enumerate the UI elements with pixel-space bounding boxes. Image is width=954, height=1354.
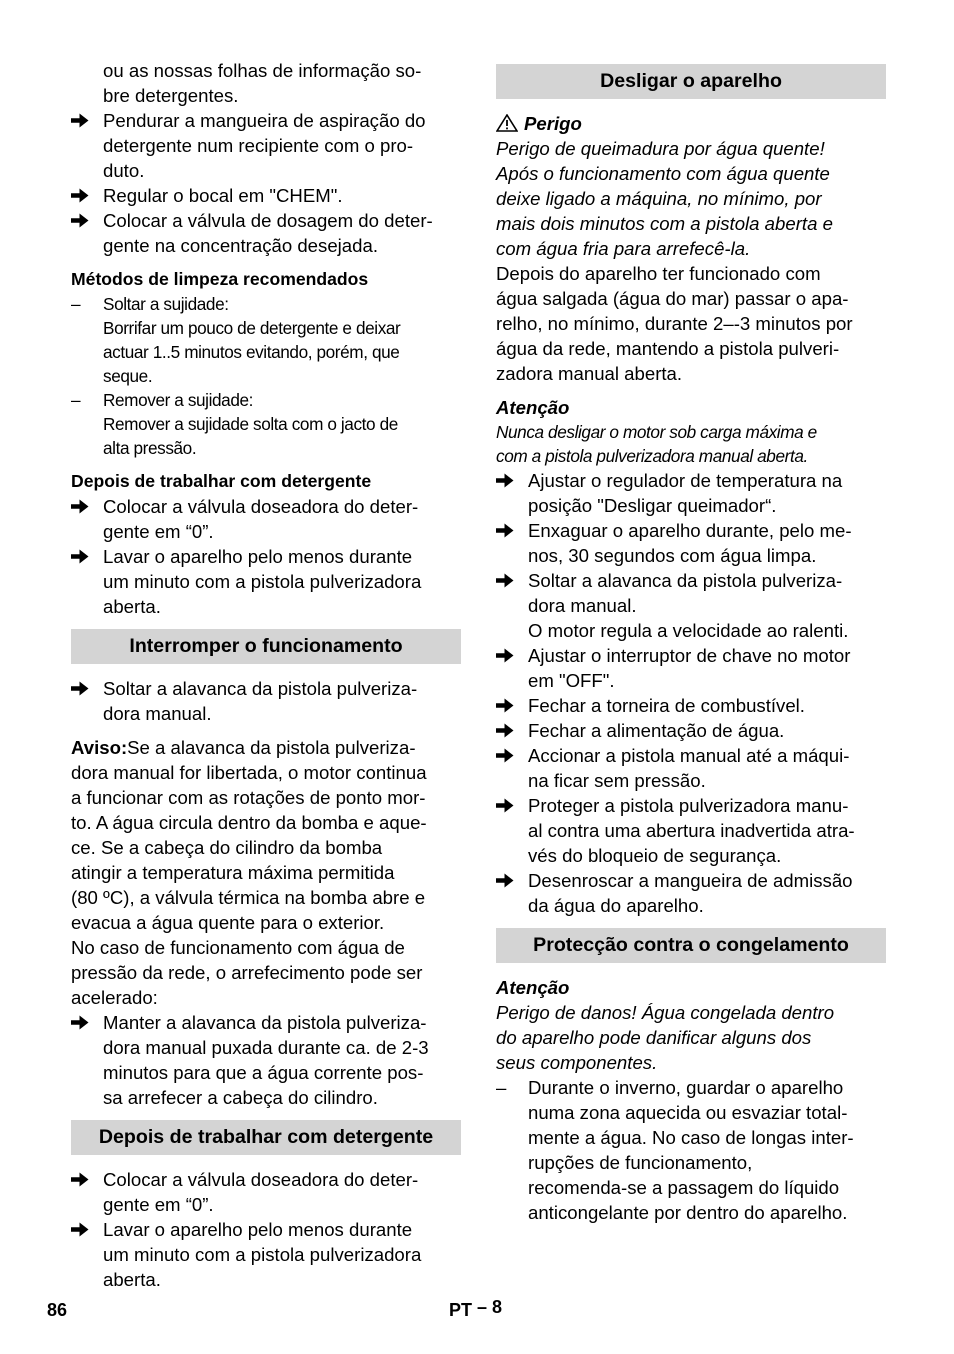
arrow-right-icon bbox=[496, 698, 514, 713]
step-item: Ajustar o regulador de temperatura na posição "Desligar queimador“. bbox=[496, 468, 886, 518]
frost-attention-label: Atenção bbox=[496, 977, 570, 998]
step-item: Manter a alavanca da pistola pulveriza- dora manual puxada durante ca. de 2-3 minutos para que a água corrente pos- sa arrefecer a cabeça do cilindro. bbox=[71, 1010, 461, 1110]
arrow-right-icon bbox=[71, 1172, 89, 1187]
method-item: – Remover a sujidade: Remover a sujidade solta com o jacto de alta pressão. bbox=[71, 390, 398, 458]
arrow-bullet bbox=[496, 743, 518, 763]
arrow-right-icon bbox=[71, 1015, 89, 1030]
interrupt-heading: Interromper o funcionamento bbox=[71, 629, 461, 664]
motor-note: O motor regula a velocidade ao ralenti. bbox=[528, 620, 849, 641]
step-item: Lavar o aparelho pelo menos durante um minuto com a pistola pulverizadora aberta. bbox=[71, 1217, 461, 1292]
switch-off-steps-b bbox=[496, 643, 886, 918]
methods-title: Métodos de limpeza recomendados bbox=[71, 269, 369, 289]
arrow-right-icon bbox=[496, 723, 514, 738]
arrow-bullet bbox=[496, 793, 518, 813]
step-item: Proteger a pistola pulverizadora manu- al contra uma abertura inadvertida atra- vés do bloqueio de segurança. bbox=[496, 793, 886, 868]
arrow-bullet bbox=[71, 1217, 93, 1237]
dash-bullet: – bbox=[71, 390, 81, 410]
arrow-bullet bbox=[496, 718, 518, 738]
danger-label: Perigo bbox=[496, 111, 886, 136]
frost-heading: Protecção contra o congelamento bbox=[496, 928, 886, 963]
step-item: Colocar a válvula doseadora do deter- gente em “0”. bbox=[71, 1167, 461, 1217]
arrow-bullet bbox=[496, 518, 518, 538]
dash-bullet: – bbox=[71, 294, 81, 314]
method-item: – Soltar a sujidade: Borrifar um pouco de detergente e deixar actuar 1..5 minutos evitando, porém, que seque. bbox=[71, 294, 401, 386]
interrupt-step bbox=[71, 676, 461, 726]
aviso-lines: dora manual for libertada, o motor continua a funcionar com as rotações de ponto mor- to. A água circula dentro da bomba e aque- ce. Se a cabeça do cilindro da bomba atingir a temperatura máxima permitida (80 ºC), a válvula térmica na bomba abre e evacua a água quente para o exterior. No caso de funcionamento com água de pressão da rede, o arrefecimento pode ser acelerado: bbox=[71, 762, 427, 1008]
dash-bullet: – bbox=[496, 1077, 507, 1098]
step-item: Desenroscar a mangueira de admissão da água do aparelho. bbox=[496, 868, 886, 918]
arrow-bullet bbox=[71, 1010, 93, 1030]
step-item: Enxaguar o aparelho durante, pelo me- nos, 30 segundos com água limpa. bbox=[496, 518, 886, 568]
footer-lang: PT – 8 bbox=[449, 1297, 503, 1320]
attention-text: Nunca desligar o motor sob carga máxima e com a pistola pulverizadora manual aberta. bbox=[496, 422, 817, 466]
switch-off-heading: Desligar o aparelho bbox=[496, 64, 886, 99]
attention-label: Atenção bbox=[496, 397, 570, 418]
arrow-bullet bbox=[496, 468, 518, 488]
arrow-right-icon bbox=[71, 1222, 89, 1237]
frost-dash-item: – Durante o inverno, guardar o aparelho numa zona aquecida ou esvaziar total- mente a água. No caso de longas inter- rupções de funcionamento, recomenda-se a passagem do líquido anticongelante por dentro do aparelho. bbox=[496, 1077, 854, 1223]
arrow-bullet bbox=[496, 643, 518, 663]
arrow-bullet bbox=[71, 108, 93, 128]
footer-section: – 8 bbox=[477, 1297, 503, 1317]
step-item: Accionar a pistola manual até a máqui- na ficar sem pressão. bbox=[496, 743, 886, 793]
step-item: Regular o bocal em "CHEM". bbox=[71, 183, 461, 208]
arrow-bullet bbox=[71, 183, 93, 203]
after-detergent-steps bbox=[71, 1167, 461, 1292]
arrow-right-icon bbox=[496, 648, 514, 663]
step-item: Pendurar a mangueira de aspiração do detergente num recipiente com o pro- duto. bbox=[71, 108, 461, 183]
after-detergent-sub-steps bbox=[71, 494, 461, 619]
arrow-right-icon bbox=[71, 549, 89, 564]
intro-text: ou as nossas folhas de informação so- bre detergentes. bbox=[103, 60, 422, 106]
arrow-bullet bbox=[71, 544, 93, 564]
arrow-right-icon bbox=[496, 748, 514, 763]
step-item: Ajustar o interruptor de chave no motor em "OFF". bbox=[496, 643, 886, 693]
left-column bbox=[71, 58, 461, 1292]
step-item: Fechar a torneira de combustível. bbox=[496, 693, 886, 718]
arrow-bullet bbox=[496, 868, 518, 888]
arrow-right-icon bbox=[496, 523, 514, 538]
after-detergent-subtitle: Depois de trabalhar com detergente bbox=[71, 471, 372, 491]
arrow-bullet bbox=[71, 676, 93, 696]
step-item: Lavar o aparelho pelo menos durante um minuto com a pistola pulverizadora aberta. bbox=[71, 544, 461, 619]
page-number: 86 bbox=[47, 1300, 68, 1320]
step-item: Fechar a alimentação de água. bbox=[496, 718, 886, 743]
arrow-bullet bbox=[71, 494, 93, 514]
prep-steps bbox=[71, 108, 461, 258]
arrow-right-icon bbox=[496, 573, 514, 588]
step-item: Colocar a válvula de dosagem do deter- gente na concentração desejada. bbox=[71, 208, 461, 258]
arrow-bullet bbox=[496, 568, 518, 588]
methods-list bbox=[71, 292, 461, 460]
arrow-bullet bbox=[71, 208, 93, 228]
step-item: Colocar a válvula doseadora do deter- gente em “0”. bbox=[71, 494, 461, 544]
arrow-right-icon bbox=[71, 113, 89, 128]
arrow-bullet bbox=[496, 693, 518, 713]
aviso-paragraph: Aviso:Se a alavanca da pistola pulveriza- bbox=[71, 737, 416, 758]
salt-water-text: Depois do aparelho ter funcionado com água salgada (água do mar) passar o apa- relho, no mínimo, durante 2–-3 minutos por água da rede, mantendo a pistola pulveri- zadora manual aberta. bbox=[496, 263, 853, 384]
switch-off-steps-a bbox=[496, 468, 886, 618]
aviso-label: Aviso: bbox=[71, 737, 128, 758]
arrow-right-icon bbox=[496, 798, 514, 813]
arrow-right-icon bbox=[496, 873, 514, 888]
arrow-right-icon bbox=[71, 681, 89, 696]
after-detergent-heading: Depois de trabalhar com detergente bbox=[71, 1120, 461, 1155]
interrupt-step-2 bbox=[71, 1010, 461, 1110]
frost-text: Perigo de danos! Água congelada dentro do aparelho pode danificar alguns dos seus componentes. bbox=[496, 1002, 835, 1073]
danger-text: Perigo de queimadura por água quente! Após o funcionamento com água quente deixe ligado a máquina, no mínimo, por mais dois minutos com a pistola aberta e com água fria para arrefecê-la. bbox=[496, 138, 833, 259]
arrow-right-icon bbox=[71, 499, 89, 514]
arrow-right-icon bbox=[71, 188, 89, 203]
step-item: Soltar a alavanca da pistola pulveriza- dora manual. bbox=[496, 568, 886, 618]
arrow-right-icon bbox=[71, 213, 89, 228]
warning-triangle-icon bbox=[496, 114, 518, 132]
step-item: Soltar a alavanca da pistola pulveriza- dora manual. bbox=[71, 676, 461, 726]
arrow-bullet bbox=[71, 1167, 93, 1187]
right-column bbox=[496, 64, 886, 1225]
arrow-right-icon bbox=[496, 473, 514, 488]
